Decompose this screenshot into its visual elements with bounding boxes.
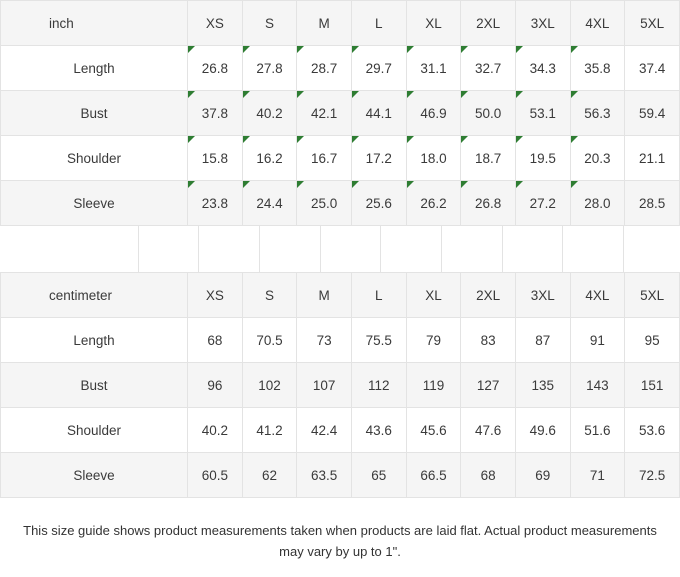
cell-cm-bust-3xl: 135 — [515, 363, 570, 408]
column-header-3xl: 3XL — [515, 273, 570, 318]
row-label-bust: Bust — [1, 363, 188, 408]
table-row — [1, 136, 680, 181]
column-header-s: S — [242, 1, 297, 46]
cell-cm-length-m: 73 — [297, 318, 352, 363]
cell-cm-shoulder-2xl: 47.6 — [461, 408, 516, 453]
cell-inch-length-3xl: 34.3 — [515, 46, 570, 91]
size-table-centimeter — [0, 272, 680, 498]
cell-inch-bust-2xl: 50.0 — [461, 91, 516, 136]
cell-inch-shoulder-l: 17.2 — [351, 136, 406, 181]
gap-divider — [441, 226, 442, 272]
column-header-m: M — [297, 1, 352, 46]
row-label-length: Length — [1, 46, 188, 91]
cell-cm-bust-s: 102 — [242, 363, 297, 408]
cell-inch-length-xl: 31.1 — [406, 46, 461, 91]
table-row — [1, 453, 680, 498]
column-header-xl: XL — [406, 1, 461, 46]
column-header-xs: XS — [188, 273, 243, 318]
cell-inch-bust-xl: 46.9 — [406, 91, 461, 136]
column-header-4xl: 4XL — [570, 273, 625, 318]
cell-cm-shoulder-m: 42.4 — [297, 408, 352, 453]
cell-inch-length-l: 29.7 — [351, 46, 406, 91]
cell-inch-length-m: 28.7 — [297, 46, 352, 91]
cell-cm-bust-4xl: 143 — [570, 363, 625, 408]
row-label-shoulder: Shoulder — [1, 408, 188, 453]
column-header-2xl: 2XL — [461, 1, 516, 46]
cell-cm-sleeve-s: 62 — [242, 453, 297, 498]
gap-divider — [623, 226, 624, 272]
cell-cm-sleeve-4xl: 71 — [570, 453, 625, 498]
cell-cm-sleeve-l: 65 — [351, 453, 406, 498]
table-row — [1, 91, 680, 136]
column-header-m: M — [297, 273, 352, 318]
table-header-row — [1, 1, 680, 46]
table-row — [1, 318, 680, 363]
cell-cm-bust-5xl: 151 — [625, 363, 680, 408]
column-header-5xl: 5XL — [625, 273, 680, 318]
row-label-bust: Bust — [1, 91, 188, 136]
cell-inch-shoulder-4xl: 20.3 — [570, 136, 625, 181]
cell-cm-sleeve-3xl: 69 — [515, 453, 570, 498]
cell-inch-sleeve-xl: 26.2 — [406, 181, 461, 226]
size-table-inch — [0, 0, 680, 226]
cell-cm-length-l: 75.5 — [351, 318, 406, 363]
table-row — [1, 408, 680, 453]
cell-inch-shoulder-xl: 18.0 — [406, 136, 461, 181]
cell-inch-shoulder-m: 16.7 — [297, 136, 352, 181]
cell-cm-sleeve-xs: 60.5 — [188, 453, 243, 498]
table-row — [1, 46, 680, 91]
row-label-shoulder: Shoulder — [1, 136, 188, 181]
table-row — [1, 363, 680, 408]
cell-inch-length-5xl: 37.4 — [625, 46, 680, 91]
cell-inch-length-4xl: 35.8 — [570, 46, 625, 91]
gap-divider — [502, 226, 503, 272]
unit-label-inch: inch — [1, 1, 188, 46]
row-label-length: Length — [1, 318, 188, 363]
gap-divider — [198, 226, 199, 272]
gap-divider — [259, 226, 260, 272]
unit-label-centimeter: centimeter — [1, 273, 188, 318]
cell-cm-bust-2xl: 127 — [461, 363, 516, 408]
size-guide-footnote: This size guide shows product measurements taken when products are laid flat. Actual product measurements may vary by up to 1". — [23, 523, 657, 559]
table-header-row — [1, 273, 680, 318]
cell-cm-shoulder-s: 41.2 — [242, 408, 297, 453]
cell-inch-shoulder-s: 16.2 — [242, 136, 297, 181]
cell-cm-shoulder-3xl: 49.6 — [515, 408, 570, 453]
cell-inch-sleeve-s: 24.4 — [242, 181, 297, 226]
cell-cm-length-xl: 79 — [406, 318, 461, 363]
column-header-xs: XS — [188, 1, 243, 46]
table-row — [1, 181, 680, 226]
cell-inch-length-2xl: 32.7 — [461, 46, 516, 91]
cell-cm-shoulder-l: 43.6 — [351, 408, 406, 453]
cell-inch-shoulder-5xl: 21.1 — [625, 136, 680, 181]
cell-inch-shoulder-3xl: 19.5 — [515, 136, 570, 181]
gap-divider — [562, 226, 563, 272]
cell-inch-bust-5xl: 59.4 — [625, 91, 680, 136]
cell-cm-shoulder-xl: 45.6 — [406, 408, 461, 453]
cell-cm-length-s: 70.5 — [242, 318, 297, 363]
cell-inch-sleeve-4xl: 28.0 — [570, 181, 625, 226]
column-header-l: L — [351, 1, 406, 46]
cell-cm-bust-l: 112 — [351, 363, 406, 408]
row-label-sleeve: Sleeve — [1, 181, 188, 226]
cell-cm-sleeve-2xl: 68 — [461, 453, 516, 498]
cell-inch-sleeve-5xl: 28.5 — [625, 181, 680, 226]
cell-inch-length-xs: 26.8 — [188, 46, 243, 91]
cell-inch-shoulder-2xl: 18.7 — [461, 136, 516, 181]
cell-cm-sleeve-5xl: 72.5 — [625, 453, 680, 498]
cell-cm-bust-xl: 119 — [406, 363, 461, 408]
cell-inch-bust-l: 44.1 — [351, 91, 406, 136]
row-label-sleeve: Sleeve — [1, 453, 188, 498]
table-separator-gap — [0, 226, 680, 272]
cell-cm-length-5xl: 95 — [625, 318, 680, 363]
cell-cm-length-xs: 68 — [188, 318, 243, 363]
cell-cm-shoulder-5xl: 53.6 — [625, 408, 680, 453]
cell-inch-shoulder-xs: 15.8 — [188, 136, 243, 181]
cell-cm-length-3xl: 87 — [515, 318, 570, 363]
cell-inch-bust-xs: 37.8 — [188, 91, 243, 136]
column-header-s: S — [242, 273, 297, 318]
column-header-xl: XL — [406, 273, 461, 318]
cell-inch-bust-4xl: 56.3 — [570, 91, 625, 136]
cell-inch-sleeve-l: 25.6 — [351, 181, 406, 226]
cell-inch-sleeve-m: 25.0 — [297, 181, 352, 226]
cell-cm-shoulder-xs: 40.2 — [188, 408, 243, 453]
cell-cm-shoulder-4xl: 51.6 — [570, 408, 625, 453]
cell-inch-bust-s: 40.2 — [242, 91, 297, 136]
cell-cm-bust-m: 107 — [297, 363, 352, 408]
cell-cm-sleeve-m: 63.5 — [297, 453, 352, 498]
column-header-4xl: 4XL — [570, 1, 625, 46]
gap-divider — [320, 226, 321, 272]
gap-divider — [138, 226, 139, 272]
cell-inch-sleeve-2xl: 26.8 — [461, 181, 516, 226]
cell-cm-length-4xl: 91 — [570, 318, 625, 363]
cell-cm-sleeve-xl: 66.5 — [406, 453, 461, 498]
gap-divider — [380, 226, 381, 272]
column-header-5xl: 5XL — [625, 1, 680, 46]
column-header-2xl: 2XL — [461, 273, 516, 318]
cell-cm-length-2xl: 83 — [461, 318, 516, 363]
cell-inch-bust-3xl: 53.1 — [515, 91, 570, 136]
cell-inch-sleeve-3xl: 27.2 — [515, 181, 570, 226]
column-header-l: L — [351, 273, 406, 318]
cell-inch-bust-m: 42.1 — [297, 91, 352, 136]
cell-cm-bust-xs: 96 — [188, 363, 243, 408]
cell-inch-sleeve-xs: 23.8 — [188, 181, 243, 226]
column-header-3xl: 3XL — [515, 1, 570, 46]
cell-inch-length-s: 27.8 — [242, 46, 297, 91]
